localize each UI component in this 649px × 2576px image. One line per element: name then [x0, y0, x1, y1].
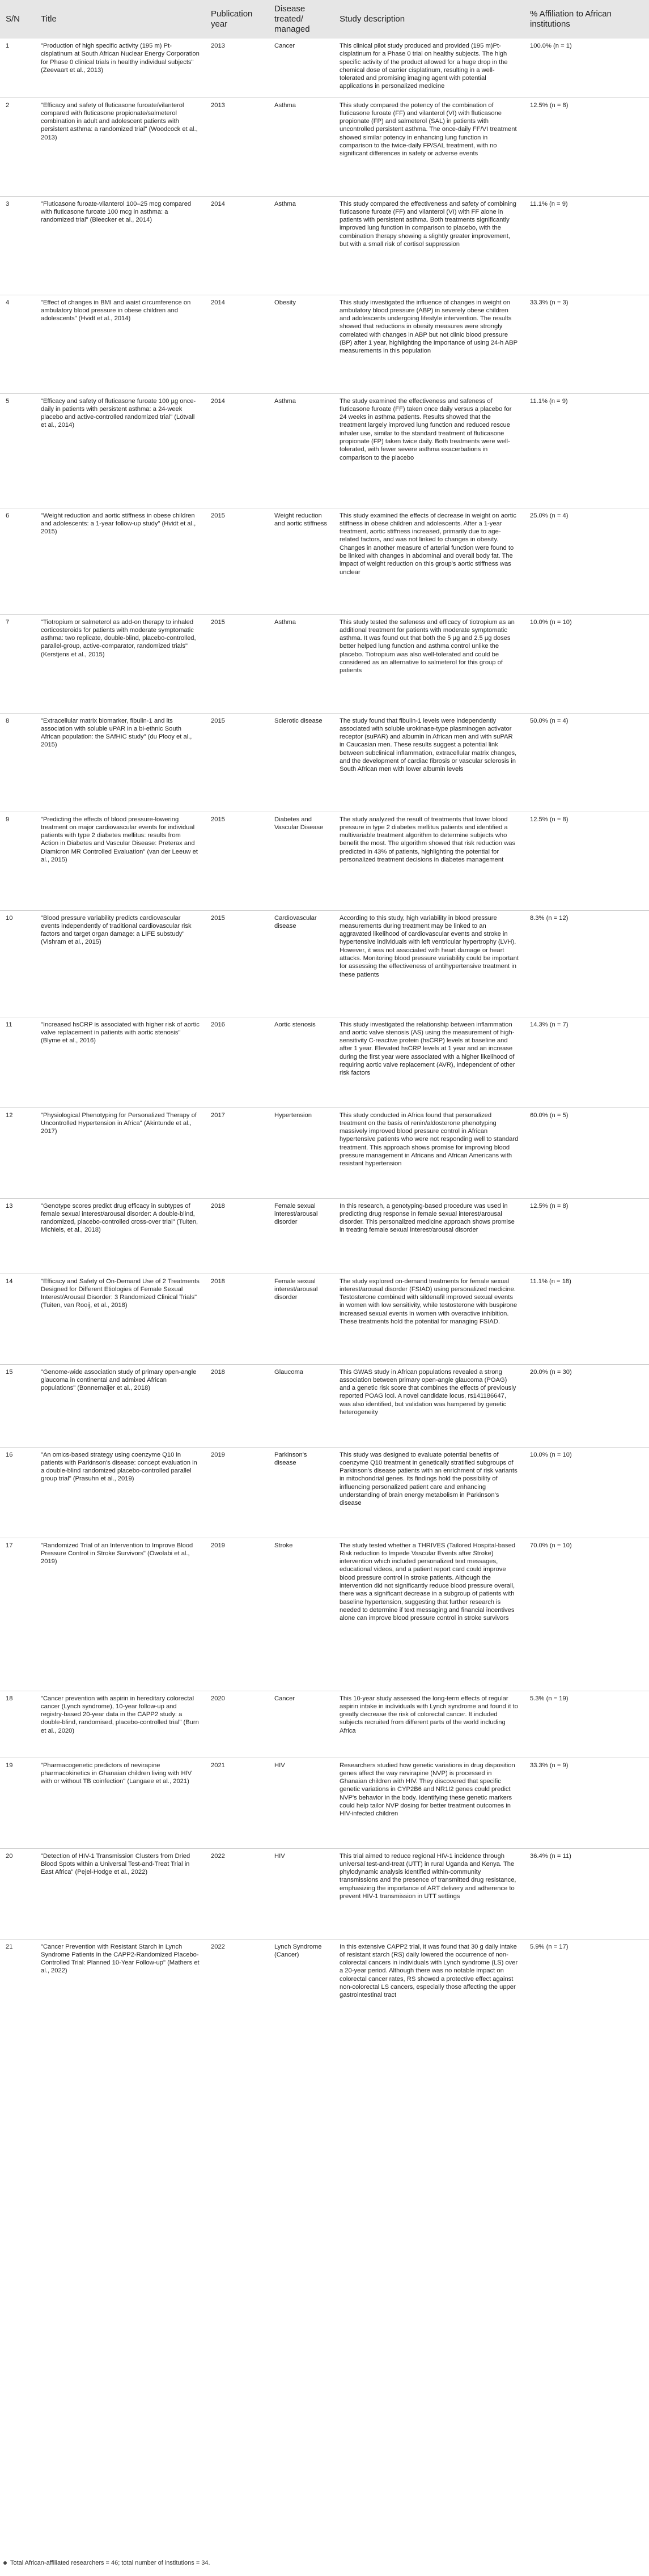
- cell-disease: Hypertension: [269, 1107, 334, 1198]
- cell-disease: Female sexual interest/arousal disorder: [269, 1274, 334, 1364]
- cell-disease: Parkinson's disease: [269, 1447, 334, 1538]
- cell-title: "Production of high specific activity (195 m) Pt-cisplatinum at South African Nuclear Energy Corporation for Phase 0 clinical trials in healthy individual subjects" (Zeevaart et al., 2013): [41, 43, 200, 74]
- cell-title: "Predicting the effects of blood pressure-lowering treatment on major cardiovascular events for individual patients with type 2 diabetes mellitus: results from Action in Diabetes and Vascular Disease: Preterax and Diamicron MR Controlled Evaluation" (van der Leeuw et al., 2015): [35, 812, 205, 910]
- cell-disease: Asthma: [269, 97, 334, 196]
- cell-description: According to this study, high variability in blood pressure measurements during treatment may be linked to an aggravated likelihood of cardiovascular events and stroke in hypertensive individuals with left ventricular hypertrophy (LVH). However, it was not associated with heart damage or heart attacks. Monitoring blood pressure variability could be important for assessing the effectiveness of antihypertensive treatment in these patients: [334, 910, 524, 1017]
- cell-disease: Obesity: [269, 295, 334, 393]
- cell-sn: 6: [0, 508, 35, 614]
- table-row: [0, 39, 649, 97]
- cell-description: This study compared the effectiveness and safety of combining fluticasone furoate (FF) and vilanterol (VI) with FF alone in patients with persistent asthma. Both treatments significantly improved lung function in comparison to placebo, with the combination therapy showing a slightly greater improvement, but with a small risk of cortisol suppression: [334, 196, 524, 295]
- cell-disease: Lynch Syndrome (Cancer): [269, 1939, 334, 2030]
- cell-disease: Glaucoma: [269, 1364, 334, 1447]
- table-row: [0, 1939, 649, 2030]
- cell-sn: 14: [0, 1274, 35, 1364]
- header-study-description: Study description: [334, 0, 524, 39]
- cell-year: 2016: [205, 1017, 269, 1107]
- cell-disease: Weight reduction and aortic stiffness: [269, 508, 334, 614]
- cell-affiliation: 11.1% (n = 9): [524, 393, 649, 508]
- cell-year: 2015: [205, 910, 269, 1017]
- table-row: [0, 1274, 649, 1364]
- header-title: Title: [35, 0, 205, 39]
- cell-sn: 19: [0, 1758, 35, 1848]
- header-publication-year: Publication year: [205, 0, 269, 39]
- table-row: [0, 1447, 649, 1538]
- cell-disease: Cancer: [269, 1691, 334, 1758]
- cell-affiliation: 50.0% (n = 4): [524, 713, 649, 812]
- cell-description: This study conducted in Africa found that personalized treatment on the basis of renin/aldosterone phenotyping massively improved blood pressure control in African hypertensive patients who were not responding well to standard treatment. This approach shows promise for improving blood pressure management in Africans and African Americans with resistant hypertension: [334, 1107, 524, 1198]
- table-row: [0, 1538, 649, 1691]
- cell-sn: 15: [0, 1364, 35, 1447]
- table-header: [0, 0, 649, 39]
- cell-year: 2013: [211, 43, 225, 49]
- cell-year: 2015: [205, 812, 269, 910]
- table-row: [0, 196, 649, 295]
- cell-description: This study was designed to evaluate potential benefits of coenzyme Q10 treatment in genetically stratified subgroups of Parkinson's disease patients with an enrichment of risk variants in mitochondrial genes. Its findings hold the possibility of influencing personalized patient care and enhancing understanding of brain energy metabolism in Parkinson's disease: [334, 1447, 524, 1538]
- cell-title: "Cancer prevention with aspirin in hereditary colorectal cancer (Lynch syndrome), 10-year follow-up and registry-based 20-year data in the CAPP2 study: a double-blind, randomised, placebo-controlled trial" (Burn et al., 2020): [35, 1691, 205, 1758]
- cell-year: 2019: [205, 1447, 269, 1538]
- cell-year: 2022: [205, 1848, 269, 1939]
- cell-description: This study examined the effects of decrease in weight on aortic stiffness in obese children and adolescents. After a 1-year treatment, aortic stiffness increased, primarily due to age-related factors, and was not linked to changes in obesity. Changes in another measure of arterial function were found to be linked with changes in abdominal and overall body fat. The impact of weight reduction on this group's aortic stiffness was unclear: [334, 508, 524, 614]
- cell-disease: Aortic stenosis: [269, 1017, 334, 1107]
- cell-sn: 3: [0, 196, 35, 295]
- cell-disease: Stroke: [269, 1538, 334, 1691]
- cell-sn: 18: [0, 1691, 35, 1758]
- cell-title: "Randomized Trial of an Intervention to Improve Blood Pressure Control in Stroke Survivors" (Owolabi et al., 2019): [35, 1538, 205, 1691]
- cell-description: The study explored on-demand treatments for female sexual interest/arousal disorder (FSIAD) using personalized medicine. Testosterone combined with sildenafil improved sexual events in women with low sensitivity, while testosterone with buspirone increased sexual events in women with overactive inhibition. These treatments hold the potential for managing FSIAD.: [334, 1274, 524, 1364]
- cell-year: 2017: [205, 1107, 269, 1198]
- cell-disease: HIV: [269, 1848, 334, 1939]
- cell-year: 2015: [205, 614, 269, 713]
- cell-sn: 21: [0, 1939, 35, 2030]
- cell-affiliation: 60.0% (n = 5): [524, 1107, 649, 1198]
- cell-affiliation: 11.1% (n = 18): [524, 1274, 649, 1364]
- header-affiliation: % Affiliation to African institutions: [524, 0, 649, 39]
- cell-year: 2014: [205, 393, 269, 508]
- cell-disease: Diabetes and Vascular Disease: [269, 812, 334, 910]
- cell-description: In this research, a genotyping-based procedure was used in predicting drug response in female sexual interest/arousal disorder. This personalized medicine approach shows promise in treating female sexual interest/arousal disorder: [334, 1198, 524, 1274]
- cell-affiliation: 12.5% (n = 8): [524, 97, 649, 196]
- cell-description: The study analyzed the result of treatments that lower blood pressure in type 2 diabetes mellitus patients and identified a multivariable treatment algorithm to determine subjects who benefit the most. The algorithm showed that risk reduction was predicted in 43% of patients, highlighting the potential for personalized treatment decisions in diabetes management: [334, 812, 524, 910]
- cell-description: This trial aimed to reduce regional HIV-1 incidence through universal test-and-treat (UTT) in rural Uganda and Kenya. The phylodynamic analysis identified within-community transmissions and the presence of transmitted drug resistance, emphasizing the importance of ART delivery and adherence to prevent HIV-1 transmission in UTT settings: [334, 1848, 524, 1939]
- cell-affiliation: 100.0% (n = 1): [530, 43, 572, 49]
- cell-description: This study investigated the relationship between inflammation and aortic valve stenosis (AS) using the measurement of high-sensitivity C-reactive protein (hsCRP) levels at baseline and after 1 year. Elevated hsCRP levels at 1 year and an increase during the first year were associated with a higher likelihood of requiring aortic valve replacement (AVR), independent of other risk factors: [334, 1017, 524, 1107]
- cell-description: The study examined the effectiveness and safeness of fluticasone furoate (FF) taken once daily versus a placebo for 24 weeks in asthma patients. Results showed that the treatment largely improved lung function and reduced rescue inhaler use, similar to the standard treatment of fluticasone propionate (FP) taken twice daily. Both treatments were well-tolerated, with fewer severe asthma exacerbations in comparison to the placebo: [334, 393, 524, 508]
- cell-sn: 4: [0, 295, 35, 393]
- table-row: [0, 1364, 649, 1447]
- cell-description: The study found that fibulin-1 levels were independently associated with soluble urokinase-type plasminogen activator receptor (suPAR) and albumin in African men and with suPAR in Caucasian men. These results suggest a potential link between subclinical inflammation, extracellular matrix changes, and the development of cardiac fibrosis or vascular sclerosis in South African men with lower albumin levels: [334, 713, 524, 812]
- footnote: [3, 2560, 210, 2566]
- cell-affiliation: 11.1% (n = 9): [524, 196, 649, 295]
- cell-disease: Asthma: [269, 196, 334, 295]
- cell-affiliation: 12.5% (n = 8): [524, 812, 649, 910]
- cell-year: 2018: [205, 1364, 269, 1447]
- cell-affiliation: 8.3% (n = 12): [524, 910, 649, 1017]
- cell-description: In this extensive CAPP2 trial, it was found that 30 g daily intake of resistant starch (RS) daily lowered the occurrence of non-colorectal cancers in individuals with Lynch syndrome (LS) over a 20-year period. Although there was no notable impact on colorectal cancer rates, RS showed a protective effect against non-colorectal LS cancers, especially those affecting the upper gastrointestinal tract: [334, 1939, 524, 2030]
- cell-affiliation: 33.3% (n = 9): [524, 1758, 649, 1848]
- cell-affiliation: 14.3% (n = 7): [524, 1017, 649, 1107]
- cell-description: This study investigated the influence of changes in weight on ambulatory blood pressure (ABP) in severely obese children and adolescents undergoing lifestyle intervention. The results showed that reductions in obesity measures were strongly correlated with changes in ABP but not clinic blood pressure (BP) after 1 year, highlighting the importance of using 24-h ABP measurements in this population: [334, 295, 524, 393]
- cell-title: "An omics-based strategy using coenzyme Q10 in patients with Parkinson's disease: concept evaluation in a double-blind randomized placebo-controlled parallel group trial" (Prasuhn et al., 2019): [35, 1447, 205, 1538]
- cell-affiliation: 20.0% (n = 30): [524, 1364, 649, 1447]
- cell-sn: 9: [0, 812, 35, 910]
- cell-sn: 8: [0, 713, 35, 812]
- cell-disease: Asthma: [269, 614, 334, 713]
- table-row: [0, 614, 649, 713]
- cell-year: 2018: [205, 1274, 269, 1364]
- table-row: [0, 97, 649, 196]
- cell-disease: HIV: [269, 1758, 334, 1848]
- cell-affiliation: 33.3% (n = 3): [524, 295, 649, 393]
- cell-description: This clinical pilot study produced and provided (195 m)Pt-cisplatinum for a Phase 0 trial on healthy subjects. The high specific activity of the product allowed for a huge drop in the chemical dose of carrier cisplatinum, resulting in a well-tolerated and promising imaging agent with potential applications in personalized medicine: [340, 43, 508, 90]
- table-row: [0, 1758, 649, 1848]
- header-disease: Disease treated/ managed: [269, 0, 334, 39]
- cell-year: 2013: [205, 97, 269, 196]
- cell-title: "Physiological Phenotyping for Personalized Therapy of Uncontrolled Hypertension in Africa" (Akintunde et al., 2017): [35, 1107, 205, 1198]
- table-row: [0, 1017, 649, 1107]
- cell-title: "Detection of HIV-1 Transmission Clusters from Dried Blood Spots within a Universal Test-and-Treat Trial in East Africa" (Pejel-Hodge et al., 2022): [35, 1848, 205, 1939]
- table-row: [0, 1691, 649, 1758]
- cell-disease: Cancer: [274, 43, 295, 49]
- cell-year: 2015: [205, 713, 269, 812]
- table-row: [0, 910, 649, 1017]
- cell-description: Researchers studied how genetic variations in drug disposition genes affect the way nevirapine (NVP) is processed in Ghanaian children with HIV. They discovered that specific genetic variations in CYP2B6 and NR1I2 genes could predict NVP's behavior in the body. Identifying these genetic markers could help tailor NVP dosing for better treatment outcomes in HIV-infected children: [334, 1758, 524, 1848]
- cell-affiliation: 5.9% (n = 17): [524, 1939, 649, 2030]
- cell-sn: 20: [0, 1848, 35, 1939]
- cell-title: "Extracellular matrix biomarker, fibulin-1 and its association with soluble uPAR in a bi-ethnic South African population: the SAfHIC study" (du Plooy et al., 2015): [35, 713, 205, 812]
- cell-affiliation: 70.0% (n = 10): [524, 1538, 649, 1691]
- cell-year: 2021: [205, 1758, 269, 1848]
- cell-title: "Cancer Prevention with Resistant Starch in Lynch Syndrome Patients in the CAPP2-Randomized Placebo-Controlled Trial: Planned 10-Year Follow-up" (Mathers et al., 2022): [35, 1939, 205, 2030]
- cell-description: This study tested the safeness and efficacy of tiotropium as an additional treatment for patients with moderate symptomatic asthma. It was found out that both the 5 µg and 2.5 µg doses better helped lung function and asthma control unlike the placebo. Tiotropium was also well-tolerated and could be considered as an alternative to salmeterol for this group of patients: [334, 614, 524, 713]
- bullet-icon: [3, 2561, 7, 2565]
- table-row: [0, 295, 649, 393]
- header-sn: S/N: [0, 0, 35, 39]
- table-row: [0, 508, 649, 614]
- cell-title: "Efficacy and safety of fluticasone furoate 100 µg once-daily in patients with persistent asthma: a 24-week placebo and active-controlled randomized trial" (Lötvall et al., 2014): [35, 393, 205, 508]
- table-row: [0, 393, 649, 508]
- cell-affiliation: 36.4% (n = 11): [524, 1848, 649, 1939]
- table-row: [0, 1107, 649, 1198]
- cell-sn: 13: [0, 1198, 35, 1274]
- cell-sn: 10: [0, 910, 35, 1017]
- cell-disease: Sclerotic disease: [269, 713, 334, 812]
- cell-title: "Weight reduction and aortic stiffness in obese children and adolescents: a 1-year follow-up study" (Hvidt et al., 2015): [35, 508, 205, 614]
- table-row: [0, 1198, 649, 1274]
- cell-title: "Efficacy and safety of fluticasone furoate/vilanterol compared with fluticasone propionate/salmeterol combination in adult and adolescent patients with persistent asthma: a randomized trial" (Woodcock et al., 2013): [35, 97, 205, 196]
- cell-disease: Asthma: [269, 393, 334, 508]
- cell-description: This GWAS study in African populations revealed a strong association between primary open-angle glaucoma (POAG) and a genetic risk score that combines the effects of previously reported POAG loci. A novel candidate locus, rs141186647, was also identified, but validation was hampered by genetic heterogeneity: [334, 1364, 524, 1447]
- cell-year: 2020: [205, 1691, 269, 1758]
- cell-year: 2014: [205, 196, 269, 295]
- table-row: [0, 713, 649, 812]
- cell-title: "Tiotropium or salmeterol as add-on therapy to inhaled corticosteroids for patients with moderate symptomatic asthma: two replicate, double-blind, placebo-controlled, parallel-group, active-comparator, randomized trials" (Kerstjens et al., 2015): [35, 614, 205, 713]
- cell-title: "Effect of changes in BMI and waist circumference on ambulatory blood pressure in obese children and adolescents" (Hvidt et al., 2014): [35, 295, 205, 393]
- cell-affiliation: 10.0% (n = 10): [524, 614, 649, 713]
- cell-affiliation: 5.3% (n = 19): [524, 1691, 649, 1758]
- cell-description: This study compared the potency of the combination of fluticasone furoate (FF) and vilanterol (VI) with fluticasone propionate (FP) and salmeterol (SAL) in patients with uncontrolled persistent asthma. The once-daily FF/VI treatment showed similar potency in enhancing lung function in comparison to the twice-daily FP/SAL treatment, with no significant differences in safety or adverse events: [334, 97, 524, 196]
- table-row: [0, 812, 649, 910]
- cell-year: 2022: [205, 1939, 269, 2030]
- cell-title: "Blood pressure variability predicts cardiovascular events independently of traditional cardiovascular risk factors and target organ damage: a LIFE substudy" (Vishram et al., 2015): [35, 910, 205, 1017]
- cell-description: The study tested whether a THRIVES (Tailored Hospital-based Risk reduction to Impede Vascular Events after Stroke) intervention which included personalized text messages, educational videos, and a patient report card could improve blood pressure control in stroke patients. Although the intervention did not significantly reduce blood pressure overall, there was a significant decrease in a subgroup of patients with baseline hypertension, suggesting that further research is needed to determine if text messaging and financial incentives alone can improve blood pressure control in stroke survivors: [334, 1538, 524, 1691]
- cell-sn: 12: [0, 1107, 35, 1198]
- cell-title: "Genome-wide association study of primary open-angle glaucoma in continental and admixed African populations" (Bonnemaijer et al., 2018): [35, 1364, 205, 1447]
- cell-title: "Increased hsCRP is associated with higher risk of aortic valve replacement in patients with aortic stenosis" (Blyme et al., 2016): [35, 1017, 205, 1107]
- cell-sn: 5: [0, 393, 35, 508]
- cell-affiliation: 25.0% (n = 4): [524, 508, 649, 614]
- cell-title: "Pharmacogenetic predictors of nevirapine pharmacokinetics in Ghanaian children living with HIV with or without TB coinfection" (Langaee et al., 2021): [35, 1758, 205, 1848]
- cell-year: 2015: [205, 508, 269, 614]
- table-row: [0, 1848, 649, 1939]
- cell-affiliation: 10.0% (n = 10): [524, 1447, 649, 1538]
- cell-title: "Efficacy and Safety of On-Demand Use of 2 Treatments Designed for Different Etiologies of Female Sexual Interest/Arousal Disorder: 3 Randomized Clinical Trials" (Tuiten, van Rooij, et al., 2018): [35, 1274, 205, 1364]
- cell-title: "Fluticasone furoate-vilanterol 100–25 mcg compared with fluticasone furoate 100 mcg in asthma: a randomized trial" (Bleecker et al., 2014): [35, 196, 205, 295]
- cell-year: 2014: [205, 295, 269, 393]
- cell-sn: 17: [0, 1538, 35, 1691]
- cell-title: "Genotype scores predict drug efficacy in subtypes of female sexual interest/arousal disorder: A double-blind, randomized, placebo-controlled cross-over trial" (Tuiten, Michiels, et al., 2018): [35, 1198, 205, 1274]
- cell-affiliation: 12.5% (n = 8): [524, 1198, 649, 1274]
- cell-year: 2019: [205, 1538, 269, 1691]
- cell-description: This 10-year study assessed the long-term effects of regular aspirin intake in individuals with Lynch syndrome and found it to greatly decrease the risk of colorectal cancer. It included subjects recruited from different parts of the world including Africa: [334, 1691, 524, 1758]
- table-body: [0, 39, 649, 2030]
- cell-sn: 1: [6, 43, 10, 49]
- cell-sn: 7: [0, 614, 35, 713]
- cell-year: 2018: [205, 1198, 269, 1274]
- cell-disease: Female sexual interest/arousal disorder: [269, 1198, 334, 1274]
- footnote-text: Total African-affiliated researchers = 46; total number of institutions = 34.: [10, 2560, 210, 2566]
- cell-sn: 11: [0, 1017, 35, 1107]
- cell-sn: 16: [0, 1447, 35, 1538]
- cell-disease: Cardiovascular disease: [269, 910, 334, 1017]
- cell-sn: 2: [0, 97, 35, 196]
